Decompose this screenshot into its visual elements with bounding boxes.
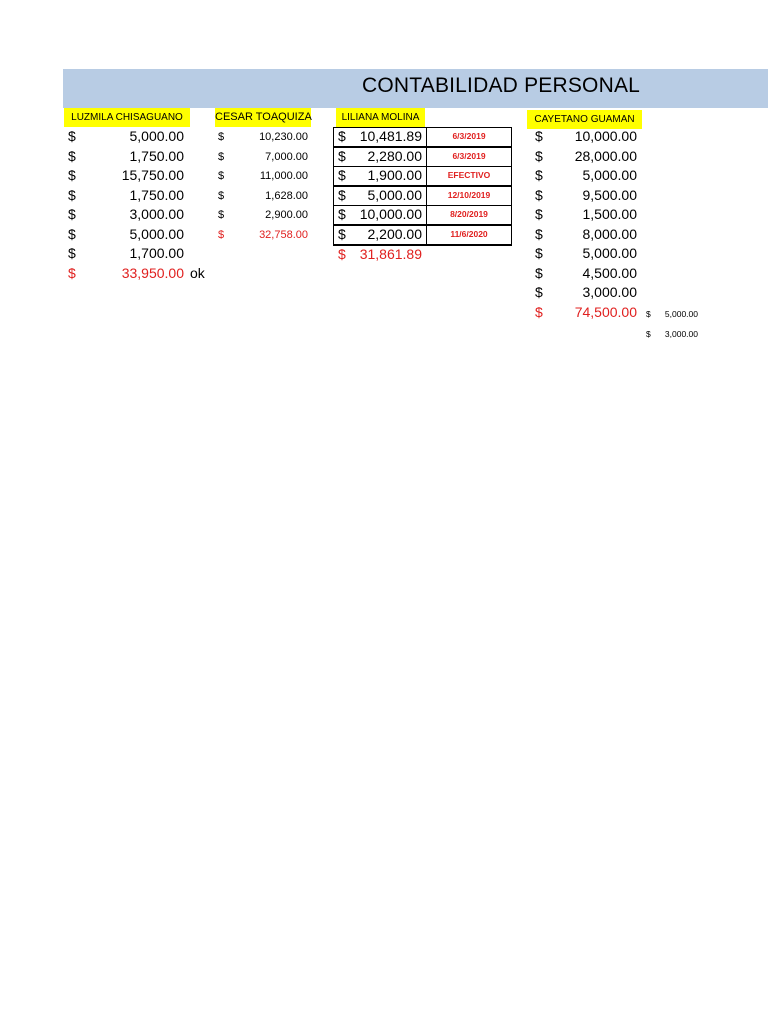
amount-cell: 1,700.00 xyxy=(129,245,184,261)
date-cell: 6/3/2019 xyxy=(452,131,486,141)
total-currency-symbol: $ xyxy=(535,303,543,320)
amount-cell: 1,628.00 xyxy=(265,189,308,202)
amount-cell: 5,000.00 xyxy=(582,245,637,261)
currency-symbol: $ xyxy=(218,209,225,221)
amount-cell: 15,750.00 xyxy=(121,167,184,183)
currency-symbol: $ xyxy=(646,329,651,339)
amount-cell: 5,000.00 xyxy=(129,225,184,242)
extra-amount: 5,000.00 xyxy=(664,309,698,319)
currency-symbol: $ xyxy=(535,147,543,164)
currency-symbol: $ xyxy=(68,128,76,144)
currency-symbol: $ xyxy=(68,186,76,203)
currency-symbol: $ xyxy=(338,147,346,164)
currency-symbol: $ xyxy=(646,309,651,319)
currency-symbol: $ xyxy=(535,245,543,261)
currency-symbol: $ xyxy=(535,128,543,144)
header-cesar: CESAR TOAQUIZA xyxy=(215,108,311,127)
date-cell: 12/10/2019 xyxy=(447,189,491,200)
page-title: CONTABILIDAD PERSONAL xyxy=(362,74,641,97)
total-currency-symbol: $ xyxy=(218,228,225,241)
currency-symbol: $ xyxy=(338,186,346,203)
currency-symbol: $ xyxy=(68,206,76,222)
currency-symbol: $ xyxy=(218,189,225,202)
amount-cell: 1,750.00 xyxy=(129,186,184,203)
amount-cell: 2,900.00 xyxy=(265,209,308,221)
header-liliana: LILIANA MOLINA xyxy=(336,108,425,127)
currency-symbol: $ xyxy=(338,128,346,144)
amount-cell: 10,481.89 xyxy=(359,128,422,144)
amount-cell: 28,000.00 xyxy=(574,147,637,164)
currency-symbol: $ xyxy=(338,225,346,242)
amount-cell: 10,000.00 xyxy=(359,206,422,222)
amount-cell: 5,000.00 xyxy=(582,167,637,183)
amount-cell: 2,200.00 xyxy=(367,225,422,242)
amount-cell: 1,900.00 xyxy=(367,167,422,183)
amount-cell: 10,230.00 xyxy=(259,131,308,143)
amount-cell: 2,280.00 xyxy=(367,147,422,164)
currency-symbol: $ xyxy=(68,225,76,242)
currency-symbol: $ xyxy=(535,186,543,203)
total-amount: 31,861.89 xyxy=(359,246,422,262)
amount-cell: 10,000.00 xyxy=(574,128,637,144)
amount-cell: 1,750.00 xyxy=(129,147,184,164)
amount-cell: 7,000.00 xyxy=(265,150,308,163)
currency-symbol: $ xyxy=(68,245,76,261)
date-cell: 6/3/2019 xyxy=(452,150,486,161)
total-amount: 74,500.00 xyxy=(574,303,637,320)
header-cayetano: CAYETANO GUAMAN xyxy=(527,110,642,129)
currency-symbol: $ xyxy=(535,264,543,281)
amount-cell: 9,500.00 xyxy=(582,186,637,203)
currency-symbol: $ xyxy=(535,167,543,183)
amount-cell: 1,500.00 xyxy=(582,206,637,222)
currency-symbol: $ xyxy=(338,206,346,222)
date-cell: 8/20/2019 xyxy=(450,209,488,219)
ok-note: ok xyxy=(190,264,205,281)
amount-cell: 11,000.00 xyxy=(259,170,308,182)
currency-symbol: $ xyxy=(535,206,543,222)
header-luzmila: LUZMILA CHISAGUANO xyxy=(64,108,190,127)
amount-cell: 3,000.00 xyxy=(582,284,637,300)
total-currency-symbol: $ xyxy=(68,264,76,281)
currency-symbol: $ xyxy=(218,150,225,163)
date-cell: EFECTIVO xyxy=(447,170,491,180)
total-currency-symbol: $ xyxy=(338,246,346,262)
currency-symbol: $ xyxy=(68,147,76,164)
amount-cell: 4,500.00 xyxy=(582,264,637,281)
extra-amount: 3,000.00 xyxy=(664,329,698,339)
date-cell: 11/6/2020 xyxy=(450,228,488,239)
currency-symbol: $ xyxy=(535,284,543,300)
amount-cell: 8,000.00 xyxy=(582,225,637,242)
currency-symbol: $ xyxy=(338,167,346,183)
currency-symbol: $ xyxy=(218,131,225,143)
total-amount: 33,950.00 xyxy=(121,264,184,281)
currency-symbol: $ xyxy=(218,170,225,182)
amount-cell: 5,000.00 xyxy=(129,128,184,144)
total-amount: 32,758.00 xyxy=(259,228,308,241)
currency-symbol: $ xyxy=(68,167,76,183)
amount-cell: 5,000.00 xyxy=(367,186,422,203)
currency-symbol: $ xyxy=(535,225,543,242)
amount-cell: 3,000.00 xyxy=(129,206,184,222)
